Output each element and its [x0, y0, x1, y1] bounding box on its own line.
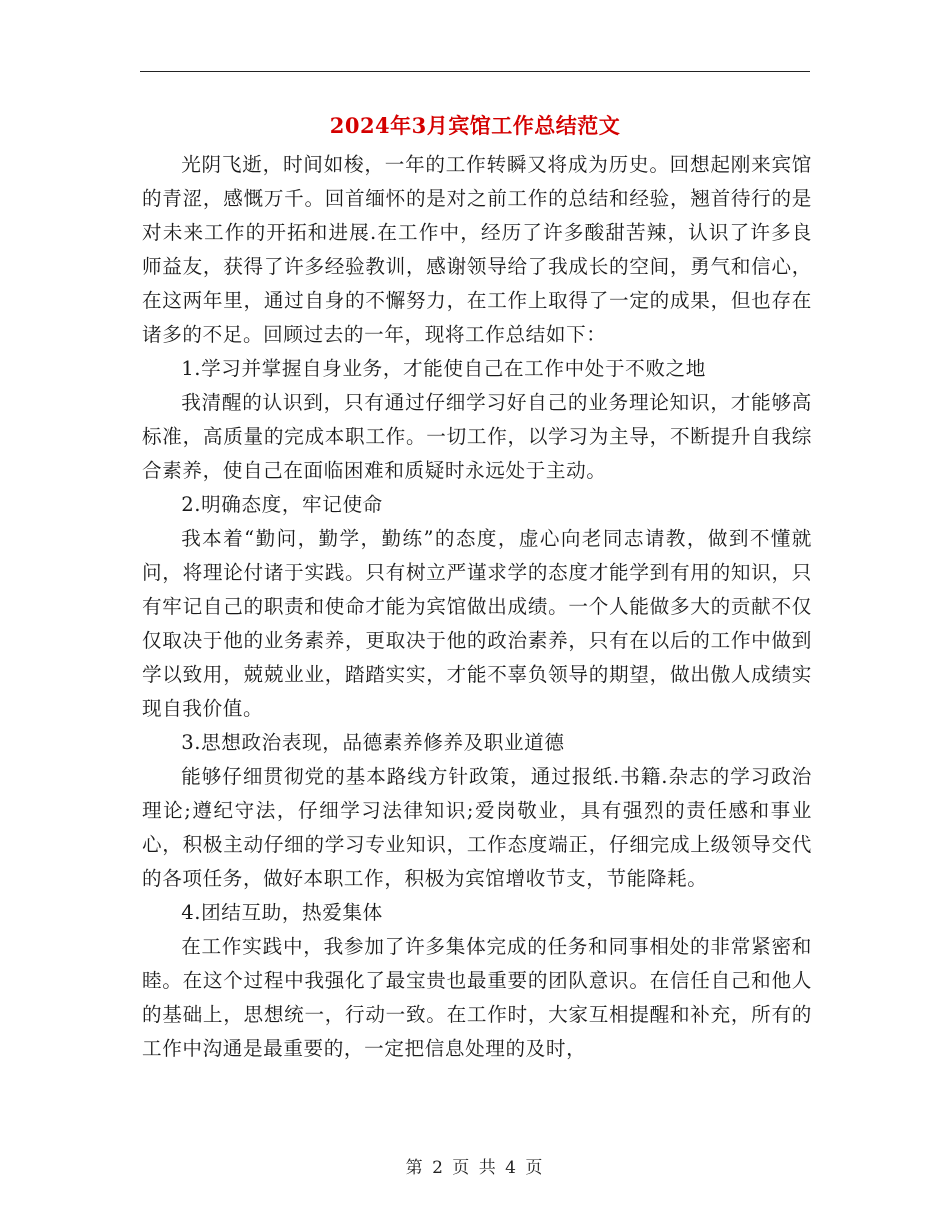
- section-heading-3: 3.思想政治表现，品德素养修养及职业道德: [181, 731, 565, 754]
- paragraph-section-2: 我本着“勤问，勤学，勤练”的态度，虚心向老同志请教，做到不懂就问，将理论付诸于实践。只有树立严谨求学的态度才能学到有用的知识，只有牢记自己的职责和使命才能为宾馆做出成绩。一个人能做多大的贡献不仅仅取决于他的业务素养，更取决于他的政治素养，只有在以后的工作中做到学以致用，兢兢业业，踏踏实实，才能不辜负领导的期望，做出傲人成绩实现自我价值。: [142, 527, 812, 720]
- paragraph-intro: 光阴飞逝，时间如梭，一年的工作转瞬又将成为历史。回想起刚来宾馆的青涩，感慨万千。回首缅怀的是对之前工作的总结和经验，翘首待行的是对未来工作的开拓和进展.在工作中，经历了许多酸甜苦辣，认识了许多良师益友，获得了许多经验教训，感谢领导给了我成长的空间，勇气和信心，在这两年里，通过自身的不懈努力，在工作上取得了一定的成果，但也存在诸多的不足。回顾过去的一年，现将工作总结如下：: [142, 153, 812, 346]
- document-title: 2024年3月宾馆工作总结范文: [329, 113, 621, 138]
- header-rule: [140, 71, 810, 72]
- paragraph-section-3: 能够仔细贯彻党的基本路线方针政策，通过报纸.书籍.杂志的学习政治理论;遵纪守法，仔细学习法律知识;爱岗敬业，具有强烈的责任感和事业心，积极主动仔细的学习专业知识，工作态度端正，仔细完成上级领导交代的各项任务，做好本职工作，积极为宾馆增收节支，节能降耗。: [142, 765, 812, 890]
- section-heading-2: 2.明确态度，牢记使命: [181, 493, 383, 516]
- section-heading-4: 4.团结互助，热爱集体: [181, 901, 383, 924]
- page-footer: 第 2 页 共 4 页: [405, 1158, 545, 1178]
- section-heading-1: 1.学习并掌握自身业务，才能使自己在工作中处于不败之地: [181, 357, 706, 380]
- paragraph-section-4: 在工作实践中，我参加了许多集体完成的任务和同事相处的非常紧密和睦。在这个过程中我强化了最宝贵也最重要的团队意识。在信任自己和他人的基础上，思想统一，行动一致。在工作时，大家互相提醒和补充，所有的工作中沟通是最重要的，一定把信息处理的及时，: [142, 935, 812, 1060]
- paragraph-section-1: 我清醒的认识到，只有通过仔细学习好自己的业务理论知识，才能够高标准，高质量的完成本职工作。一切工作，以学习为主导，不断提升自我综合素养，使自己在面临困难和质疑时永远处于主动。: [142, 391, 812, 482]
- document-body: [142, 148, 812, 1066]
